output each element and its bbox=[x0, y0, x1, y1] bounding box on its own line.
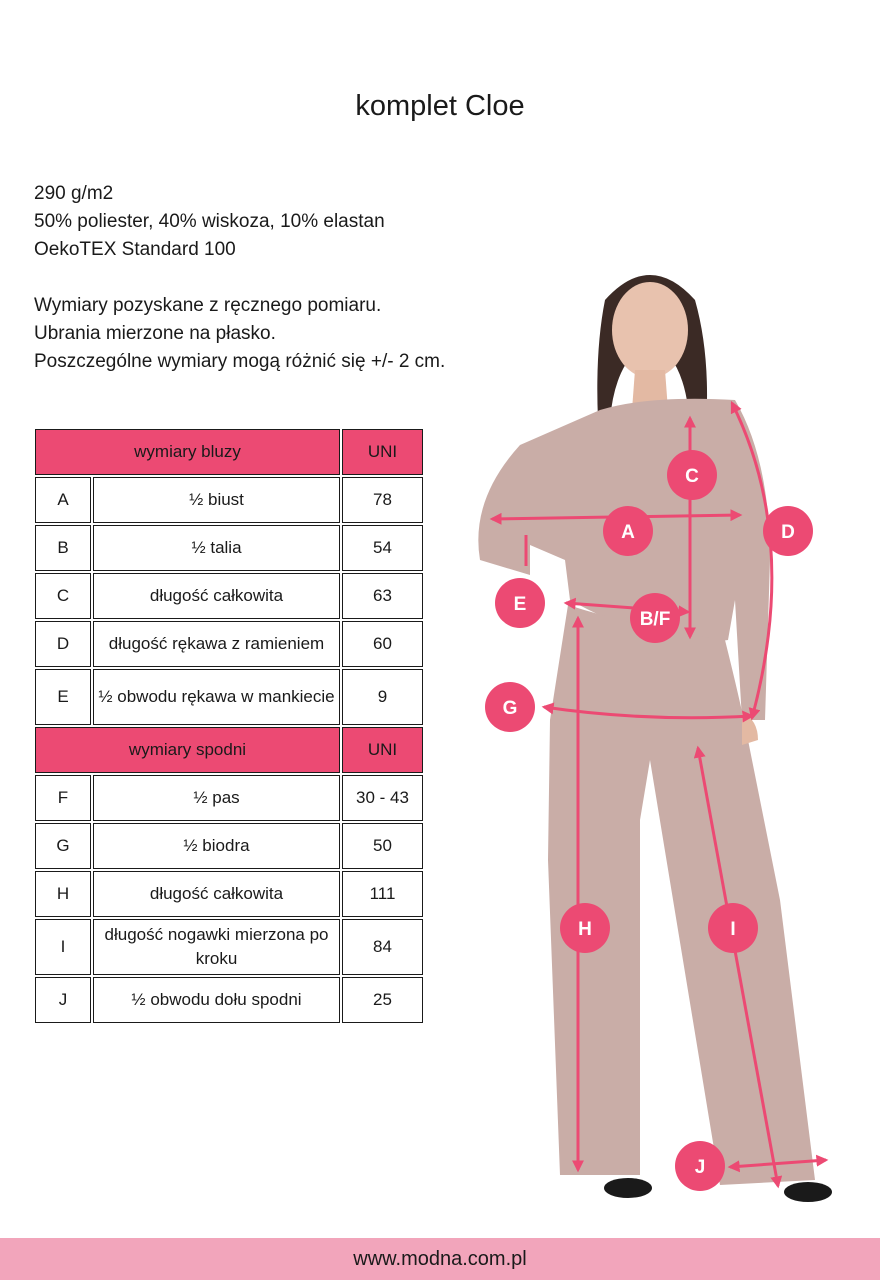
table-row bbox=[35, 871, 423, 917]
table-row bbox=[35, 477, 423, 523]
marker-c-label: C bbox=[685, 466, 699, 487]
row-value: 84 bbox=[342, 919, 423, 975]
row-key: F bbox=[35, 775, 91, 821]
top-table-size: UNI bbox=[342, 429, 423, 475]
row-value: 111 bbox=[342, 871, 423, 917]
row-key: B bbox=[35, 525, 91, 571]
table-row bbox=[35, 621, 423, 667]
top-table-header bbox=[35, 429, 423, 475]
table-row bbox=[35, 573, 423, 619]
row-label: ½ obwodu dołu spodni bbox=[93, 977, 340, 1023]
row-label: ½ talia bbox=[93, 525, 340, 571]
row-value: 30 - 43 bbox=[342, 775, 423, 821]
top-table-title: wymiary bluzy bbox=[35, 429, 340, 475]
note-line: Wymiary pozyskane z ręcznego pomiaru. bbox=[34, 295, 382, 316]
row-label: ½ pas bbox=[93, 775, 340, 821]
row-label: długość rękawa z ramieniem bbox=[93, 621, 340, 667]
table-row bbox=[35, 977, 423, 1023]
model-figure bbox=[478, 275, 832, 1202]
measurement-notes bbox=[34, 292, 445, 376]
table-row bbox=[35, 525, 423, 571]
footer-bar bbox=[0, 1238, 880, 1280]
row-key: C bbox=[35, 573, 91, 619]
spec-composition: 50% poliester, 40% wiskoza, 10% elastan bbox=[34, 211, 385, 232]
bottom-table-header bbox=[35, 727, 423, 773]
row-label: długość całkowita bbox=[93, 871, 340, 917]
marker-e-label: E bbox=[513, 594, 527, 615]
row-value: 9 bbox=[342, 669, 423, 725]
row-value: 63 bbox=[342, 573, 423, 619]
row-value: 54 bbox=[342, 525, 423, 571]
table-row bbox=[35, 775, 423, 821]
size-table bbox=[33, 427, 425, 1025]
spec-certificate: OekoTEX Standard 100 bbox=[34, 239, 236, 260]
fabric-specs bbox=[34, 180, 385, 264]
page-title: komplet Cloe bbox=[355, 90, 525, 122]
row-key: I bbox=[35, 919, 91, 975]
row-label: ½ biodra bbox=[93, 823, 340, 869]
note-line: Poszczególne wymiary mogą różnić się +/- 2 cm. bbox=[34, 351, 446, 372]
shoe-shape bbox=[784, 1182, 832, 1202]
table-row bbox=[35, 823, 423, 869]
note-line: Ubrania mierzone na płasko. bbox=[34, 323, 276, 344]
marker-a-label: A bbox=[621, 522, 635, 543]
face-shape bbox=[612, 282, 688, 378]
marker-j-label: J bbox=[694, 1157, 706, 1178]
footer-link[interactable]: www.modna.com.pl bbox=[353, 1248, 527, 1270]
pants-shape bbox=[548, 605, 815, 1185]
row-label: ½ biust bbox=[93, 477, 340, 523]
row-label: ½ obwodu rękawa w mankiecie bbox=[93, 669, 340, 725]
marker-bf-label: B/F bbox=[639, 609, 671, 630]
row-key: E bbox=[35, 669, 91, 725]
table-row bbox=[35, 919, 423, 975]
table-row bbox=[35, 669, 423, 725]
marker-g-label: G bbox=[502, 698, 518, 719]
row-value: 78 bbox=[342, 477, 423, 523]
row-key: A bbox=[35, 477, 91, 523]
bottom-table-size: UNI bbox=[342, 727, 423, 773]
row-key: G bbox=[35, 823, 91, 869]
marker-d-label: D bbox=[781, 522, 795, 543]
marker-h-label: H bbox=[578, 919, 592, 940]
row-label: długość nogawki mierzona po kroku bbox=[93, 919, 340, 975]
row-value: 25 bbox=[342, 977, 423, 1023]
row-key: J bbox=[35, 977, 91, 1023]
bottom-table-title: wymiary spodni bbox=[35, 727, 340, 773]
marker-i-label: I bbox=[730, 919, 736, 940]
shoe-shape bbox=[604, 1178, 652, 1198]
model-illustration bbox=[470, 250, 880, 1220]
row-key: H bbox=[35, 871, 91, 917]
row-value: 50 bbox=[342, 823, 423, 869]
row-value: 60 bbox=[342, 621, 423, 667]
spec-weight: 290 g/m2 bbox=[34, 183, 114, 204]
row-key: D bbox=[35, 621, 91, 667]
row-label: długość całkowita bbox=[93, 573, 340, 619]
